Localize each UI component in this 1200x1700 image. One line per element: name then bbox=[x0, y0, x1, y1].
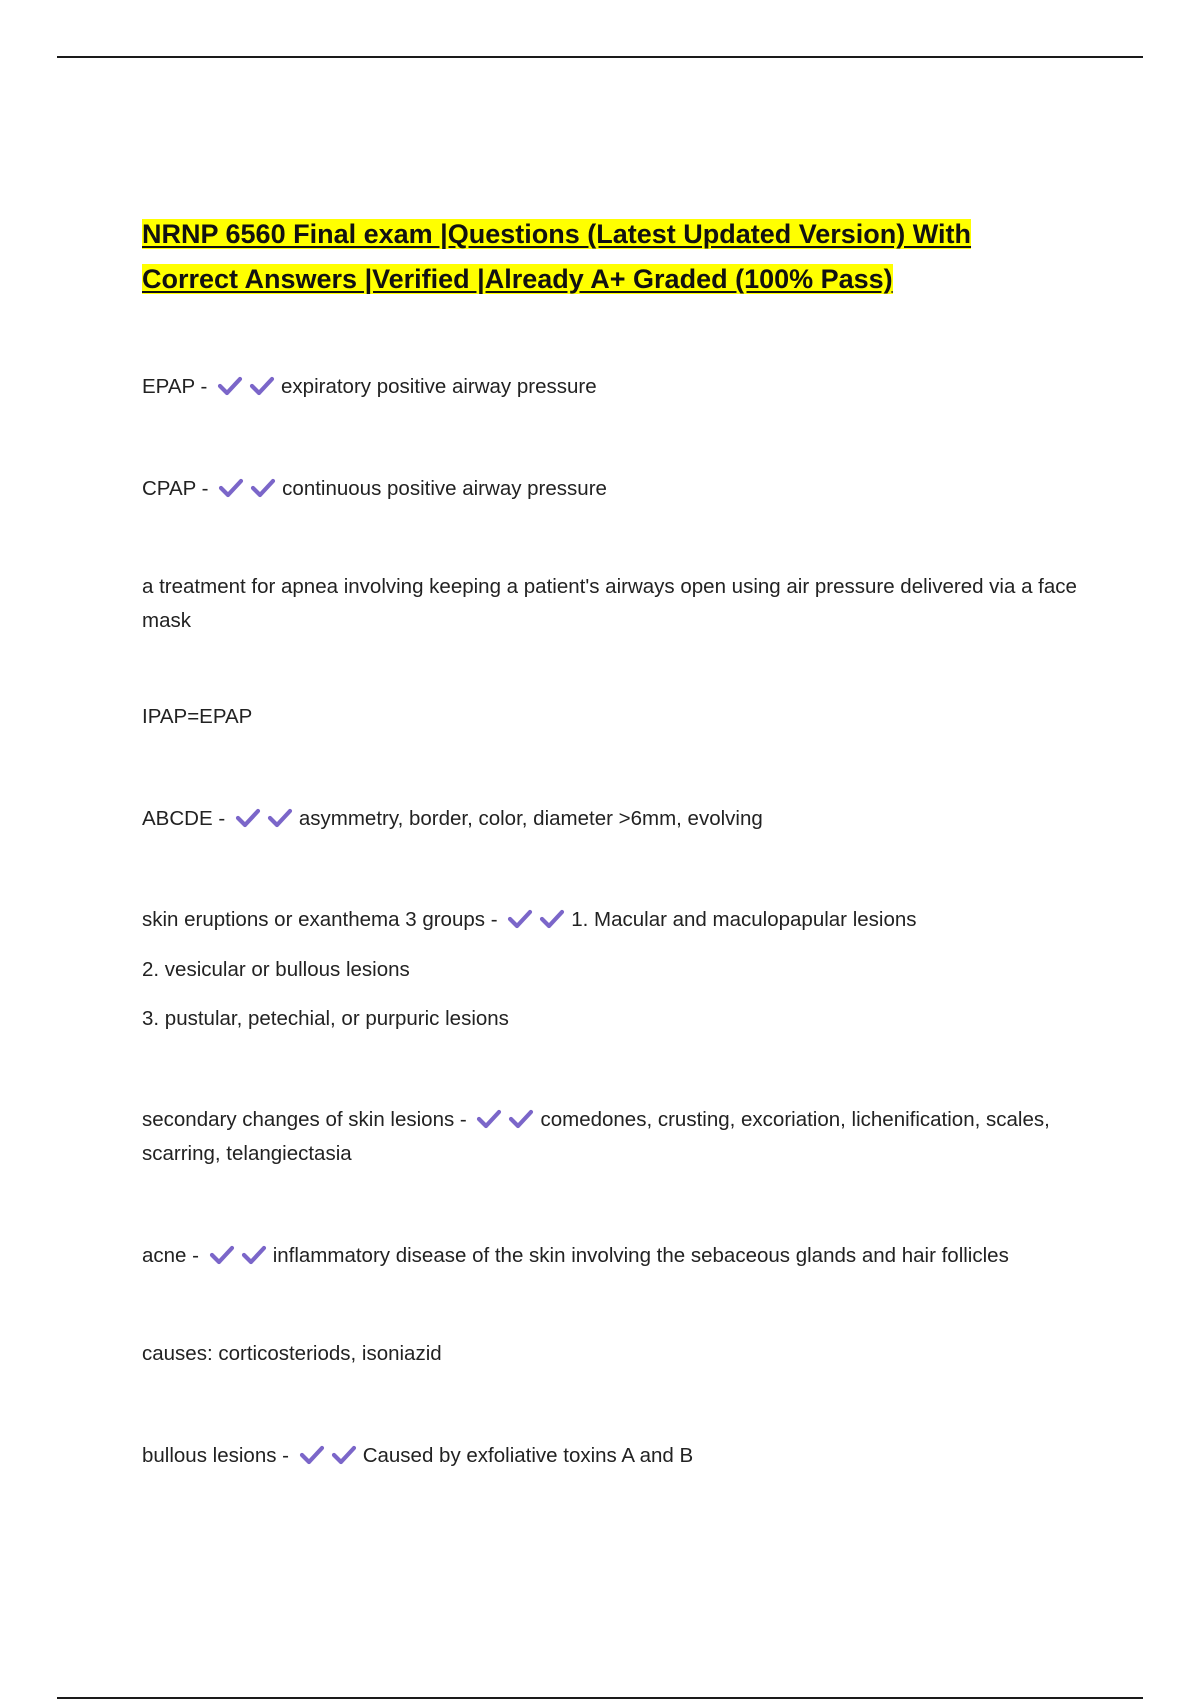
checkmark-icon bbox=[507, 908, 533, 930]
title-line-2: Correct Answers |Verified |Already A+ Graded (100% Pass) bbox=[142, 264, 893, 294]
entry-definition: continuous positive airway pressure bbox=[282, 477, 607, 500]
checkmark-icon bbox=[235, 807, 261, 829]
text-pustular: 3. pustular, petechial, or purpuric lesions bbox=[142, 1007, 509, 1030]
checkmark-icon bbox=[267, 807, 293, 829]
entry-definition: 1. Macular and maculopapular lesions bbox=[571, 908, 917, 931]
entry-term: bullous lesions - bbox=[142, 1444, 289, 1467]
qa-entry-bullous-lesions bbox=[142, 1439, 1082, 1473]
checkmark-icon bbox=[217, 375, 243, 397]
entry-definition: comedones, crusting, excoriation, lichenification, scales, scarring, telangiectasia bbox=[142, 1108, 1050, 1165]
qa-entry-secondary-changes bbox=[142, 1103, 1082, 1171]
checkmark-icon bbox=[476, 1108, 502, 1130]
checkmark-icon bbox=[299, 1444, 325, 1466]
checkmark-icon bbox=[539, 908, 565, 930]
text-vesicular: 2. vesicular or bullous lesions bbox=[142, 958, 410, 981]
entry-term: EPAP - bbox=[142, 375, 208, 398]
entry-term: skin eruptions or exanthema 3 groups - bbox=[142, 908, 498, 931]
checkmark-icon bbox=[209, 1244, 235, 1266]
qa-entry-epap bbox=[142, 370, 1082, 404]
entry-term: CPAP - bbox=[142, 477, 209, 500]
text-ipap-epap: IPAP=EPAP bbox=[142, 705, 253, 728]
document-title bbox=[142, 212, 1062, 302]
title-line-1: NRNP 6560 Final exam |Questions (Latest Updated Version) With bbox=[142, 219, 972, 249]
text-causes: causes: corticosteriods, isoniazid bbox=[142, 1342, 442, 1365]
checkmark-icon bbox=[250, 477, 276, 499]
entry-definition: asymmetry, border, color, diameter >6mm, evolving bbox=[298, 807, 763, 830]
checkmark-icon bbox=[508, 1108, 534, 1130]
qa-entry-acne bbox=[142, 1239, 1082, 1273]
entry-definition: expiratory positive airway pressure bbox=[281, 375, 597, 398]
header-rule bbox=[57, 56, 1143, 58]
entry-definition: Caused by exfoliative toxins A and B bbox=[362, 1444, 694, 1467]
qa-entry-cpap bbox=[142, 472, 1082, 506]
entry-term: acne - bbox=[142, 1244, 199, 1267]
qa-entry-skin-eruptions bbox=[142, 903, 1082, 937]
checkmark-icon bbox=[241, 1244, 267, 1266]
entry-term: ABCDE - bbox=[142, 807, 226, 830]
checkmark-icon bbox=[249, 375, 275, 397]
qa-entry-abcde bbox=[142, 802, 1082, 836]
checkmark-icon bbox=[331, 1444, 357, 1466]
footer-rule bbox=[57, 1697, 1143, 1699]
text-apnea-treatment: a treatment for apnea involving keeping a patient's airways open using air pressure delivered via a face mask bbox=[142, 575, 1077, 632]
entry-definition: inflammatory disease of the skin involving the sebaceous glands and hair follicles bbox=[272, 1244, 1009, 1267]
entry-term: secondary changes of skin lesions - bbox=[142, 1108, 467, 1131]
checkmark-icon bbox=[218, 477, 244, 499]
